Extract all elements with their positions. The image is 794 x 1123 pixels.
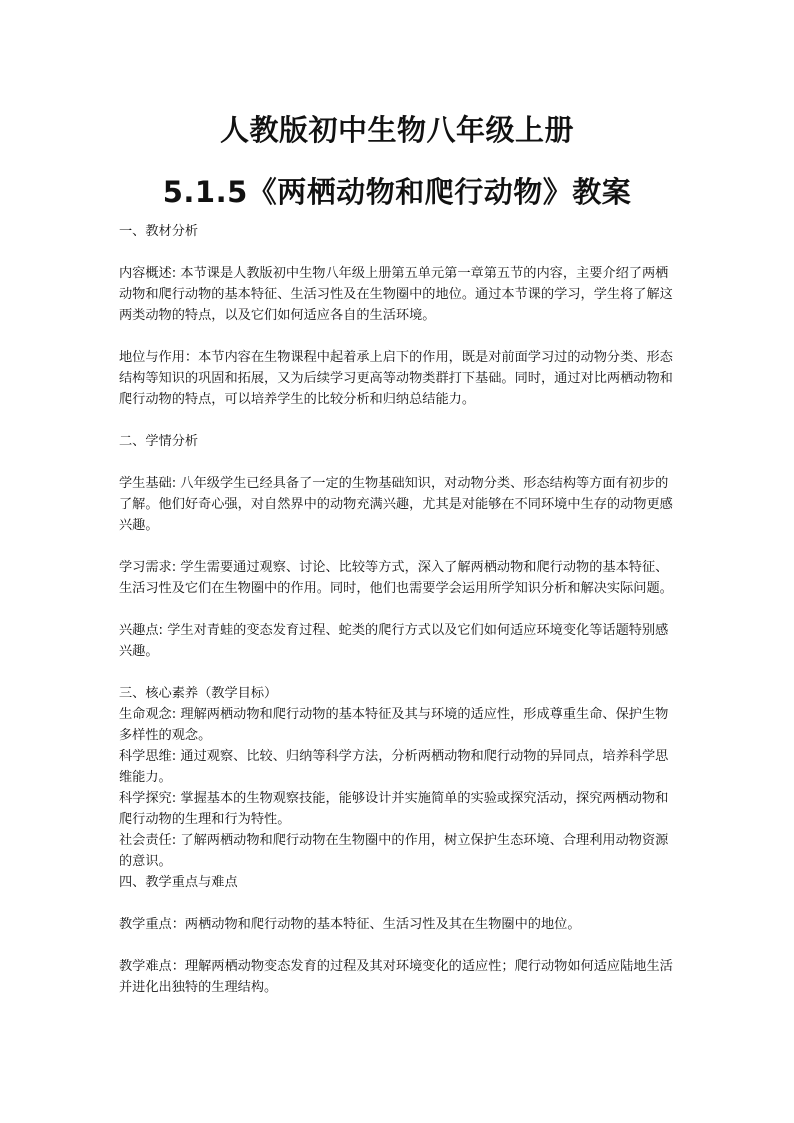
- section-heading-student-analysis: 二、学情分析: [119, 434, 199, 449]
- paragraph-learning-needs: 学习需求: 学生需要通过观察、讨论、比较等方式，深入了解两栖动物和爬行动物的基本特征、生活习性及它们在生物圈中的作用。同时，他们也需要学会运用所学知识分析和解决实际问题。: [119, 560, 673, 596]
- paragraph-content-overview: 内容概述: 本节课是人教版初中生物八年级上册第五单元第一章第五节的内容，主要介绍了两栖动物和爬行动物的基本特征、生活习性及在生物圈中的地位。通过本节课的学习，学生将了解这两类动物的特点，以及它们如何适应各自的生活环境。: [119, 266, 673, 323]
- paragraph-life-concept: 生命观念: 理解两栖动物和爬行动物的基本特征及其与环境的适应性，形成尊重生命、保护生物多样性的观念。: [119, 707, 669, 743]
- paragraph-teaching-difficulty: 教学难点：理解两栖动物变态发育的过程及其对环境变化的适应性；爬行动物如何适应陆地生活并进化出独特的生理结构。: [119, 959, 673, 995]
- paragraph-scientific-thinking: 科学思维: 通过观察、比较、归纳等科学方法，分析两栖动物和爬行动物的异同点，培养科学思维能力。: [119, 749, 669, 785]
- paragraph-student-basis: 学生基础: 八年级学生已经具备了一定的生物基础知识，对动物分类、形态结构等方面有初步的了解。他们好奇心强，对自然界中的动物充满兴趣，尤其是对能够在不同环境中生存的动物更感兴趣。: [119, 476, 673, 533]
- paragraph-position-role: 地位与作用：本节内容在生物课程中起着承上启下的作用，既是对前面学习过的动物分类、形态结构等知识的巩固和拓展，又为后续学习更高等动物类群打下基础。同时，通过对比两栖动物和爬行动物的特点，可以培养学生的比较分析和归纳总结能力。: [119, 350, 673, 407]
- section-heading-key-points: 四、教学重点与难点: [119, 875, 238, 890]
- paragraph-social-responsibility: 社会责任: 了解两栖动物和爬行动物在生物圈中的作用，树立保护生态环境、合理利用动物资源的意识。: [119, 833, 669, 869]
- paragraph-interest-points: 兴趣点: 学生对青蛙的变态发育过程、蛇类的爬行方式以及它们如何适应环境变化等话题特别感兴趣。: [119, 623, 669, 659]
- paragraph-scientific-inquiry: 科学探究: 掌握基本的生物观察技能，能够设计并实施简单的实验或探究活动，探究两栖动物和爬行动物的生理和行为特性。: [119, 791, 669, 827]
- section-heading-textbook-analysis: 一、教材分析: [119, 224, 199, 239]
- document-subtitle: 5.1.5《两栖动物和爬行动物》教案: [162, 175, 632, 209]
- document-title: 人教版初中生物八年级上册: [219, 113, 574, 147]
- paragraph-teaching-focus: 教学重点：两栖动物和爬行动物的基本特征、生活习性及其在生物圈中的地位。: [119, 917, 581, 932]
- section-heading-core-literacy: 三、核心素养（教学目标）: [119, 686, 278, 701]
- document-body: [119, 221, 679, 998]
